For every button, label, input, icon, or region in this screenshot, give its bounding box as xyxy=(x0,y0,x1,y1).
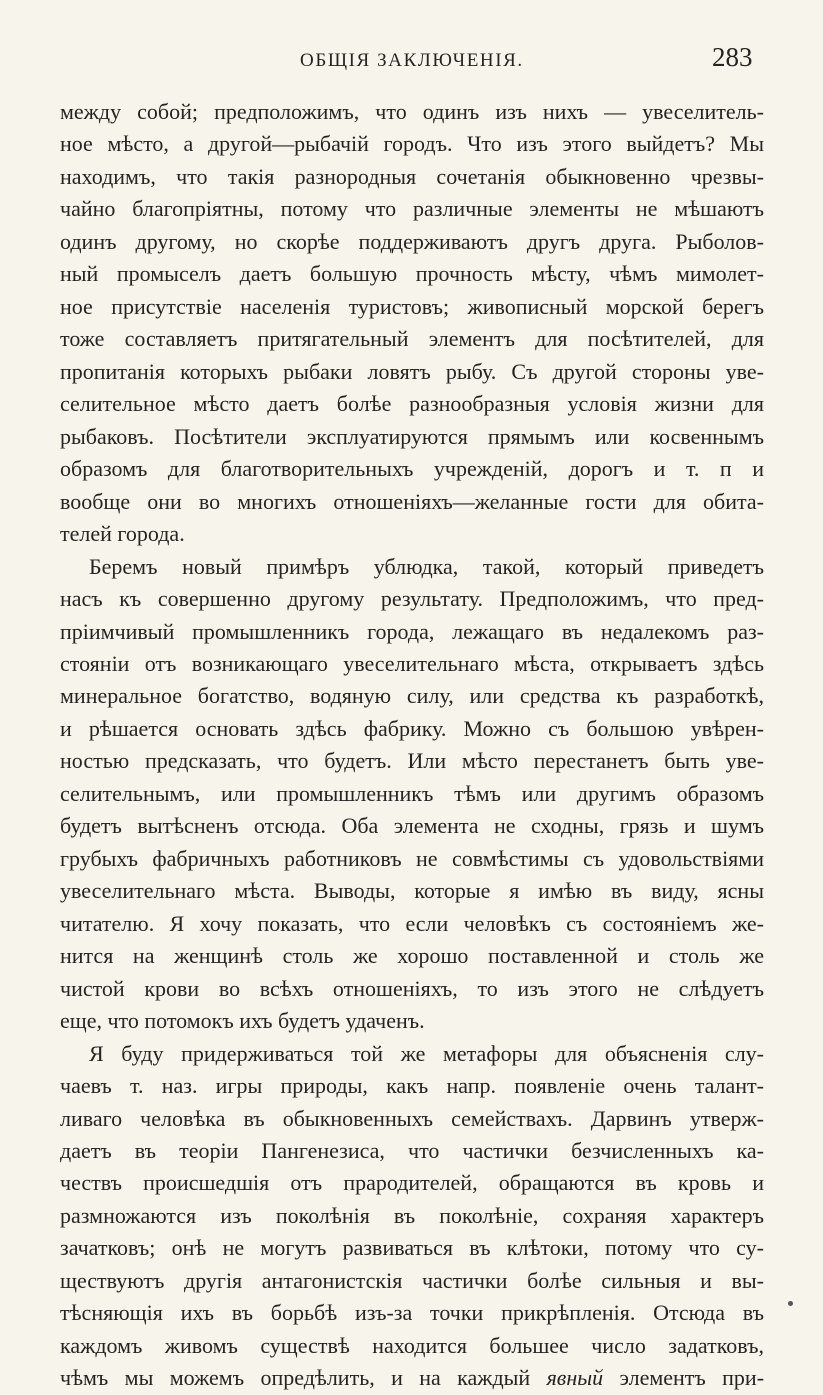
text-line: чистой крови во всѣхъ отношеніяхъ, то изъ этого не слѣдуетъ xyxy=(60,975,764,1001)
text-line: зачатковъ; онѣ не могутъ развиваться въ клѣтоки, потому что су- xyxy=(60,1235,764,1261)
text-line: вообще они во многихъ отношеніяхъ—желанные гости для обита- xyxy=(60,488,764,514)
text-line: увеселительнаго мѣста. Выводы, которые я имѣю въ виду, ясны xyxy=(60,878,764,904)
paragraph-start-line: Я буду придерживаться той же метафоры для объясненія слу- xyxy=(89,1040,764,1066)
text-line: даетъ въ теоріи Пангенезиса, что частички безчисленныхъ ка- xyxy=(60,1138,764,1163)
text-line: ное присутствіе населенія туристовъ; живописный морской берегъ xyxy=(60,293,764,319)
text-line: ливаго человѣка въ обыкновенныхъ семействахъ. Дарвинъ утверж- xyxy=(60,1105,764,1131)
page-number: 283 xyxy=(712,42,753,72)
text-line: селительное мѣсто даетъ болѣе разнообразныя условія жизни для xyxy=(60,391,764,417)
text-line: чайно благопріятны, потому что различные элементы не мѣшаютъ xyxy=(60,196,764,222)
text-segment: чѣмъ мы можемъ опредѣлить, и на каждый xyxy=(60,1365,531,1391)
text-line: между собой; предположимъ, что одинъ изъ нихъ — увеселитель- xyxy=(60,99,764,124)
text-line: пропитанія которыхъ рыбаки ловятъ рыбу. Съ другой стороны уве- xyxy=(60,358,764,384)
text-line: чествъ происшедшія отъ прародителей, обращаются въ кровь и xyxy=(60,1170,764,1196)
text-line: стояніи отъ возникающаго увеселительнаго мѣста, открываетъ здѣсь xyxy=(60,650,764,676)
text-segment: элементъ при- xyxy=(619,1365,764,1391)
text-line: ный промыселъ даетъ большую прочность мѣсту, чѣмъ мимолет- xyxy=(60,261,764,287)
text-line: каждомъ живомъ существѣ находится большее число задатковъ, xyxy=(60,1332,764,1358)
text-line: будетъ вытѣсненъ отсюда. Оба элемента не сходны, грязь и шумъ xyxy=(60,813,764,839)
text-line: ществуютъ другія антагонистскія частички болѣе сильныя и вы- xyxy=(60,1267,764,1293)
paragraph-start-line: Беремъ новый примѣръ ублюдка, такой, который приведетъ xyxy=(89,553,764,579)
running-title: ОБЩІЯ ЗАКЛЮЧЕНІЯ. xyxy=(300,50,524,71)
text-line: минеральное богатство, водяную силу, или средства къ разработкѣ, xyxy=(60,683,764,709)
text-line-with-emphasis xyxy=(60,1362,764,1394)
page-header xyxy=(0,44,823,80)
margin-mark xyxy=(788,1301,793,1306)
text-line: образомъ для благотворительныхъ учрежденій, дорогъ и т. п и xyxy=(60,456,764,482)
text-line: и рѣшается основать здѣсь фабрику. Можно съ большою увѣрен- xyxy=(60,715,764,741)
body-text xyxy=(60,96,764,1395)
text-line: ное мѣсто, а другой—рыбачій городъ. Что изъ этого выйдетъ? Мы xyxy=(60,131,764,157)
text-line: размножаются изъ поколѣнія въ поколѣніе, сохраняя характеръ xyxy=(60,1202,764,1228)
text-line: селительнымъ, или промышленникъ тѣмъ или другимъ образомъ xyxy=(60,780,764,806)
text-line: ностью предсказать, что будетъ. Или мѣсто перестанетъ быть уве- xyxy=(60,748,764,774)
text-line: одинъ другому, но скорѣе поддерживаютъ другъ друга. Рыболов- xyxy=(60,228,764,254)
text-line: нится на женщинѣ столь же хорошо поставленной и столь же xyxy=(60,943,764,969)
text-line: телей города. xyxy=(60,521,185,547)
emphasized-word: явный xyxy=(546,1365,604,1391)
text-line: грубыхъ фабричныхъ работниковъ не совмѣстимы съ удовольствіями xyxy=(60,845,764,871)
text-line: читателю. Я хочу показать, что если человѣкъ съ состояніемъ же- xyxy=(60,910,764,936)
text-line: находимъ, что такія разнородныя сочетанія обыкновенно чрезвы- xyxy=(60,163,764,189)
text-line: чаевъ т. наз. игры природы, какъ напр. появленіе очень талант- xyxy=(60,1073,764,1099)
text-line: тѣсняющія ихъ въ борьбѣ изъ-за точки прикрѣпленія. Отсюда въ xyxy=(60,1300,764,1326)
text-line: еще, что потомокъ ихъ будетъ удаченъ. xyxy=(60,1008,425,1034)
text-line: насъ къ совершенно другому результату. Предположимъ, что пред- xyxy=(60,586,764,612)
text-line: пріимчивый промышленникъ города, лежащаго въ недалекомъ раз- xyxy=(60,618,764,644)
text-line: тоже составляетъ притягательный элементъ для посѣтителей, для xyxy=(60,326,764,352)
text-line: рыбаковъ. Посѣтители эксплуатируются прямымъ или косвеннымъ xyxy=(60,423,764,449)
